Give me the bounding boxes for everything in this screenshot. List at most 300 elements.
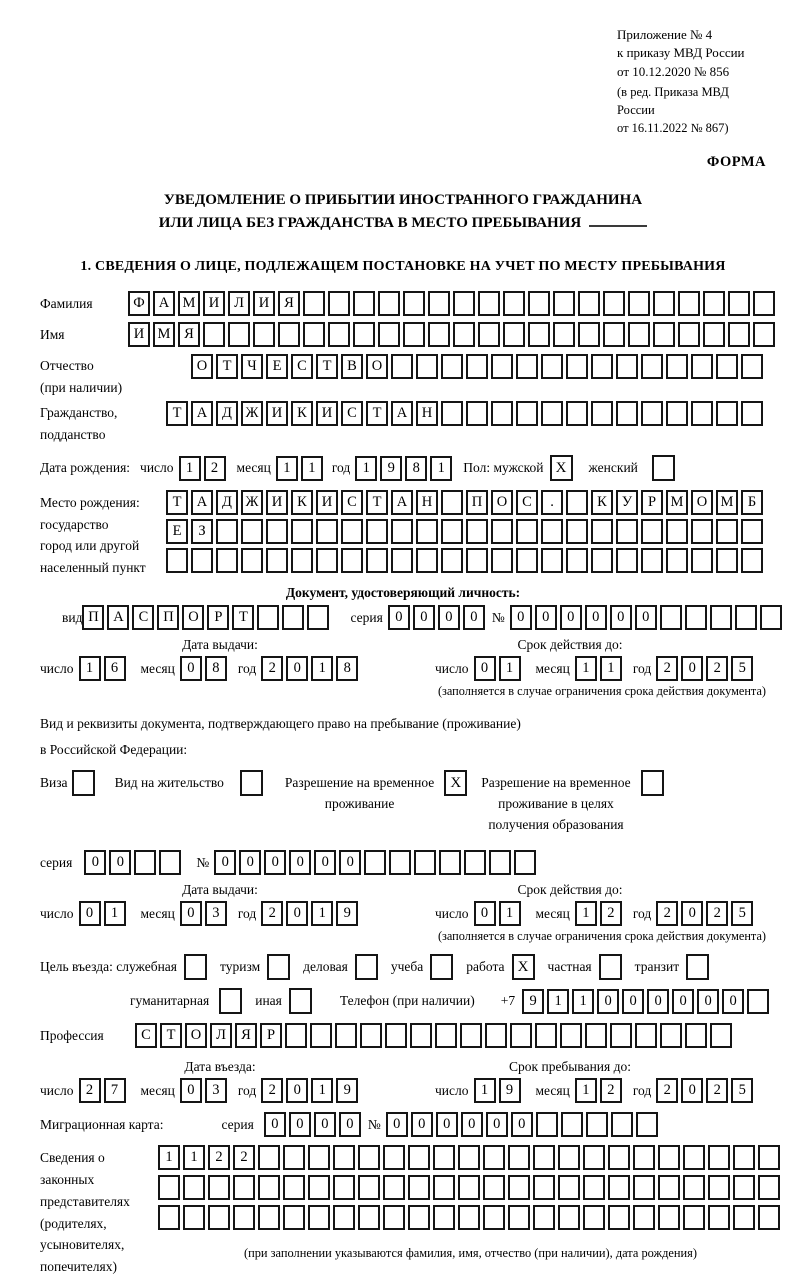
char-box[interactable] xyxy=(641,354,663,379)
char-box[interactable]: И xyxy=(316,401,338,426)
char-box[interactable]: 1 xyxy=(572,989,594,1014)
char-box[interactable] xyxy=(616,401,638,426)
char-box[interactable]: 1 xyxy=(600,656,622,681)
char-box[interactable] xyxy=(641,401,663,426)
char-box[interactable]: Ж xyxy=(241,490,263,515)
char-box[interactable] xyxy=(307,605,329,630)
char-box[interactable] xyxy=(633,1175,655,1200)
char-box[interactable]: А xyxy=(191,490,213,515)
char-box[interactable]: 0 xyxy=(722,989,744,1014)
char-box[interactable]: 9 xyxy=(380,456,402,481)
char-box[interactable]: 0 xyxy=(436,1112,458,1137)
char-box[interactable] xyxy=(716,354,738,379)
char-box[interactable]: 1 xyxy=(311,1078,333,1103)
char-box[interactable]: П xyxy=(82,605,104,630)
char-box[interactable]: 1 xyxy=(183,1145,205,1170)
char-box[interactable]: Т xyxy=(160,1023,182,1048)
char-box[interactable]: 1 xyxy=(104,901,126,926)
char-box[interactable] xyxy=(566,548,588,573)
char-box[interactable] xyxy=(666,548,688,573)
char-box[interactable] xyxy=(166,548,188,573)
char-box[interactable] xyxy=(285,1023,307,1048)
char-box[interactable] xyxy=(485,1023,507,1048)
char-box[interactable] xyxy=(466,401,488,426)
char-box[interactable]: 0 xyxy=(413,605,435,630)
char-box[interactable]: О xyxy=(366,354,388,379)
char-box[interactable]: 0 xyxy=(79,901,101,926)
char-box[interactable] xyxy=(578,322,600,347)
char-box[interactable] xyxy=(282,605,304,630)
char-box[interactable] xyxy=(278,322,300,347)
char-box[interactable]: И xyxy=(266,401,288,426)
char-box[interactable]: 0 xyxy=(109,850,131,875)
char-box[interactable]: Н xyxy=(416,401,438,426)
char-box[interactable] xyxy=(658,1205,680,1230)
char-box[interactable]: 0 xyxy=(438,605,460,630)
char-box[interactable] xyxy=(660,605,682,630)
char-box[interactable] xyxy=(483,1175,505,1200)
char-box[interactable] xyxy=(283,1145,305,1170)
char-box[interactable] xyxy=(478,291,500,316)
char-box[interactable]: 0 xyxy=(486,1112,508,1137)
char-box[interactable]: 0 xyxy=(289,1112,311,1137)
char-box[interactable] xyxy=(541,401,563,426)
char-box[interactable] xyxy=(253,322,275,347)
char-box[interactable]: О xyxy=(185,1023,207,1048)
char-box[interactable] xyxy=(608,1205,630,1230)
char-box[interactable] xyxy=(710,605,732,630)
char-box[interactable] xyxy=(328,322,350,347)
char-box[interactable] xyxy=(741,354,763,379)
char-box[interactable]: 2 xyxy=(204,456,226,481)
char-box[interactable] xyxy=(416,354,438,379)
char-box[interactable] xyxy=(533,1175,555,1200)
char-box[interactable]: Я xyxy=(178,322,200,347)
char-box[interactable] xyxy=(233,1175,255,1200)
purpose-humanitarian-checkbox[interactable] xyxy=(219,988,242,1014)
char-box[interactable]: М xyxy=(153,322,175,347)
char-box[interactable] xyxy=(716,519,738,544)
char-box[interactable] xyxy=(158,1175,180,1200)
char-box[interactable] xyxy=(378,291,400,316)
char-box[interactable] xyxy=(708,1205,730,1230)
char-box[interactable] xyxy=(703,322,725,347)
char-box[interactable] xyxy=(566,401,588,426)
char-box[interactable]: 2 xyxy=(261,901,283,926)
char-box[interactable]: М xyxy=(178,291,200,316)
char-box[interactable] xyxy=(633,1205,655,1230)
char-box[interactable]: 0 xyxy=(286,656,308,681)
char-box[interactable] xyxy=(316,548,338,573)
char-box[interactable] xyxy=(610,1023,632,1048)
char-box[interactable] xyxy=(491,401,513,426)
char-box[interactable] xyxy=(628,291,650,316)
sex-male-checkbox[interactable]: X xyxy=(550,455,573,481)
char-box[interactable] xyxy=(558,1205,580,1230)
char-box[interactable]: 0 xyxy=(622,989,644,1014)
purpose-business-checkbox[interactable] xyxy=(355,954,378,980)
char-box[interactable] xyxy=(653,291,675,316)
char-box[interactable]: 2 xyxy=(706,901,728,926)
char-box[interactable]: 1 xyxy=(311,901,333,926)
char-box[interactable] xyxy=(710,1023,732,1048)
char-box[interactable]: 0 xyxy=(214,850,236,875)
char-box[interactable] xyxy=(591,519,613,544)
char-box[interactable] xyxy=(728,322,750,347)
char-box[interactable]: Е xyxy=(166,519,188,544)
char-box[interactable] xyxy=(458,1175,480,1200)
char-box[interactable] xyxy=(660,1023,682,1048)
char-box[interactable] xyxy=(316,519,338,544)
char-box[interactable] xyxy=(258,1205,280,1230)
char-box[interactable] xyxy=(728,291,750,316)
char-box[interactable] xyxy=(516,354,538,379)
char-box[interactable] xyxy=(241,519,263,544)
char-box[interactable] xyxy=(358,1145,380,1170)
char-box[interactable] xyxy=(341,548,363,573)
char-box[interactable]: 1 xyxy=(547,989,569,1014)
char-box[interactable]: 0 xyxy=(681,901,703,926)
char-box[interactable] xyxy=(303,322,325,347)
char-box[interactable] xyxy=(558,1175,580,1200)
char-box[interactable] xyxy=(691,401,713,426)
char-box[interactable] xyxy=(216,548,238,573)
char-box[interactable] xyxy=(241,548,263,573)
char-box[interactable] xyxy=(508,1145,530,1170)
char-box[interactable] xyxy=(616,548,638,573)
char-box[interactable]: 0 xyxy=(474,656,496,681)
char-box[interactable] xyxy=(403,291,425,316)
char-box[interactable]: Т xyxy=(216,354,238,379)
char-box[interactable] xyxy=(366,548,388,573)
char-box[interactable]: 0 xyxy=(286,1078,308,1103)
char-box[interactable]: О xyxy=(691,490,713,515)
char-box[interactable] xyxy=(410,1023,432,1048)
char-box[interactable] xyxy=(433,1175,455,1200)
char-box[interactable] xyxy=(360,1023,382,1048)
char-box[interactable] xyxy=(583,1205,605,1230)
char-box[interactable]: 8 xyxy=(405,456,427,481)
char-box[interactable] xyxy=(560,1023,582,1048)
char-box[interactable] xyxy=(566,519,588,544)
char-box[interactable]: К xyxy=(291,490,313,515)
char-box[interactable] xyxy=(134,850,156,875)
char-box[interactable] xyxy=(453,291,475,316)
char-box[interactable]: 0 xyxy=(386,1112,408,1137)
char-box[interactable] xyxy=(585,1023,607,1048)
char-box[interactable]: Д xyxy=(216,401,238,426)
char-box[interactable] xyxy=(258,1175,280,1200)
char-box[interactable] xyxy=(308,1145,330,1170)
char-box[interactable] xyxy=(191,548,213,573)
char-box[interactable]: А xyxy=(391,490,413,515)
char-box[interactable]: 0 xyxy=(180,656,202,681)
char-box[interactable] xyxy=(741,401,763,426)
char-box[interactable] xyxy=(528,291,550,316)
char-box[interactable]: И xyxy=(253,291,275,316)
purpose-work-checkbox[interactable]: X xyxy=(512,954,535,980)
char-box[interactable] xyxy=(441,519,463,544)
purpose-transit-checkbox[interactable] xyxy=(686,954,709,980)
char-box[interactable]: Я xyxy=(235,1023,257,1048)
char-box[interactable]: Т xyxy=(166,490,188,515)
char-box[interactable] xyxy=(416,519,438,544)
char-box[interactable] xyxy=(358,1205,380,1230)
char-box[interactable]: 8 xyxy=(336,656,358,681)
char-box[interactable]: Т xyxy=(232,605,254,630)
char-box[interactable] xyxy=(341,519,363,544)
char-box[interactable] xyxy=(216,519,238,544)
char-box[interactable] xyxy=(608,1175,630,1200)
char-box[interactable] xyxy=(266,548,288,573)
purpose-tourism-checkbox[interactable] xyxy=(267,954,290,980)
char-box[interactable] xyxy=(328,291,350,316)
char-box[interactable]: М xyxy=(666,490,688,515)
char-box[interactable] xyxy=(741,548,763,573)
char-box[interactable] xyxy=(735,605,757,630)
char-box[interactable] xyxy=(408,1205,430,1230)
char-box[interactable]: 0 xyxy=(635,605,657,630)
char-box[interactable]: . xyxy=(541,490,563,515)
temp-permit-checkbox[interactable]: X xyxy=(444,770,467,796)
char-box[interactable] xyxy=(733,1145,755,1170)
char-box[interactable]: У xyxy=(616,490,638,515)
char-box[interactable] xyxy=(466,354,488,379)
char-box[interactable]: 5 xyxy=(731,901,753,926)
char-box[interactable] xyxy=(458,1205,480,1230)
char-box[interactable] xyxy=(633,1145,655,1170)
char-box[interactable]: Ж xyxy=(241,401,263,426)
char-box[interactable]: 2 xyxy=(706,656,728,681)
char-box[interactable] xyxy=(586,1112,608,1137)
char-box[interactable]: 1 xyxy=(499,901,521,926)
char-box[interactable]: 9 xyxy=(499,1078,521,1103)
char-box[interactable]: 1 xyxy=(355,456,377,481)
purpose-private-checkbox[interactable] xyxy=(599,954,622,980)
char-box[interactable]: К xyxy=(291,401,313,426)
char-box[interactable] xyxy=(503,291,525,316)
char-box[interactable]: 0 xyxy=(647,989,669,1014)
char-box[interactable] xyxy=(428,322,450,347)
char-box[interactable]: Е xyxy=(266,354,288,379)
char-box[interactable] xyxy=(491,519,513,544)
char-box[interactable] xyxy=(758,1175,780,1200)
char-box[interactable] xyxy=(408,1145,430,1170)
char-box[interactable]: С xyxy=(341,490,363,515)
char-box[interactable]: О xyxy=(191,354,213,379)
char-box[interactable] xyxy=(591,401,613,426)
char-box[interactable] xyxy=(183,1175,205,1200)
char-box[interactable]: И xyxy=(316,490,338,515)
char-box[interactable]: 1 xyxy=(474,1078,496,1103)
char-box[interactable] xyxy=(158,1205,180,1230)
char-box[interactable] xyxy=(708,1175,730,1200)
char-box[interactable]: Т xyxy=(316,354,338,379)
char-box[interactable] xyxy=(641,548,663,573)
char-box[interactable]: 2 xyxy=(208,1145,230,1170)
char-box[interactable]: 0 xyxy=(239,850,261,875)
char-box[interactable] xyxy=(441,354,463,379)
char-box[interactable]: Ф xyxy=(128,291,150,316)
char-box[interactable] xyxy=(583,1175,605,1200)
char-box[interactable]: 0 xyxy=(510,605,532,630)
char-box[interactable] xyxy=(528,322,550,347)
char-box[interactable] xyxy=(333,1175,355,1200)
char-box[interactable] xyxy=(553,322,575,347)
char-box[interactable]: С xyxy=(341,401,363,426)
char-box[interactable] xyxy=(603,291,625,316)
char-box[interactable] xyxy=(478,322,500,347)
char-box[interactable] xyxy=(516,519,538,544)
char-box[interactable]: 0 xyxy=(180,1078,202,1103)
purpose-other-checkbox[interactable] xyxy=(289,988,312,1014)
char-box[interactable] xyxy=(233,1205,255,1230)
char-box[interactable] xyxy=(489,850,511,875)
char-box[interactable] xyxy=(508,1175,530,1200)
char-box[interactable]: 0 xyxy=(474,901,496,926)
char-box[interactable] xyxy=(678,322,700,347)
char-box[interactable]: С xyxy=(135,1023,157,1048)
char-box[interactable]: 9 xyxy=(336,901,358,926)
char-box[interactable] xyxy=(291,519,313,544)
char-box[interactable] xyxy=(510,1023,532,1048)
char-box[interactable] xyxy=(666,401,688,426)
char-box[interactable] xyxy=(353,291,375,316)
char-box[interactable] xyxy=(716,401,738,426)
char-box[interactable]: Ч xyxy=(241,354,263,379)
char-box[interactable]: А xyxy=(191,401,213,426)
char-box[interactable]: 2 xyxy=(261,1078,283,1103)
char-box[interactable] xyxy=(591,548,613,573)
char-box[interactable] xyxy=(441,548,463,573)
char-box[interactable] xyxy=(611,1112,633,1137)
char-box[interactable]: 3 xyxy=(205,901,227,926)
char-box[interactable]: Н xyxy=(416,490,438,515)
char-box[interactable]: 0 xyxy=(535,605,557,630)
char-box[interactable] xyxy=(441,490,463,515)
edu-permit-checkbox[interactable] xyxy=(641,770,664,796)
char-box[interactable] xyxy=(383,1175,405,1200)
char-box[interactable]: О xyxy=(491,490,513,515)
char-box[interactable] xyxy=(303,291,325,316)
char-box[interactable] xyxy=(408,1175,430,1200)
char-box[interactable] xyxy=(353,322,375,347)
char-box[interactable] xyxy=(678,291,700,316)
char-box[interactable] xyxy=(283,1205,305,1230)
char-box[interactable] xyxy=(747,989,769,1014)
char-box[interactable] xyxy=(653,322,675,347)
char-box[interactable]: Л xyxy=(228,291,250,316)
char-box[interactable] xyxy=(553,291,575,316)
purpose-study-checkbox[interactable] xyxy=(430,954,453,980)
char-box[interactable]: М xyxy=(716,490,738,515)
char-box[interactable]: Д xyxy=(216,490,238,515)
char-box[interactable] xyxy=(366,519,388,544)
char-box[interactable] xyxy=(466,519,488,544)
char-box[interactable]: 5 xyxy=(731,1078,753,1103)
char-box[interactable] xyxy=(266,519,288,544)
char-box[interactable]: 0 xyxy=(264,1112,286,1137)
char-box[interactable] xyxy=(583,1145,605,1170)
char-box[interactable] xyxy=(703,291,725,316)
char-box[interactable]: Р xyxy=(207,605,229,630)
char-box[interactable]: Р xyxy=(641,490,663,515)
char-box[interactable]: С xyxy=(516,490,538,515)
char-box[interactable] xyxy=(364,850,386,875)
char-box[interactable]: И xyxy=(203,291,225,316)
char-box[interactable]: А xyxy=(153,291,175,316)
char-box[interactable] xyxy=(441,401,463,426)
char-box[interactable]: И xyxy=(128,322,150,347)
char-box[interactable]: 0 xyxy=(264,850,286,875)
char-box[interactable]: 0 xyxy=(84,850,106,875)
char-box[interactable] xyxy=(403,322,425,347)
purpose-official-checkbox[interactable] xyxy=(184,954,207,980)
char-box[interactable]: 2 xyxy=(656,656,678,681)
char-box[interactable] xyxy=(691,354,713,379)
char-box[interactable] xyxy=(203,322,225,347)
char-box[interactable]: 1 xyxy=(179,456,201,481)
char-box[interactable] xyxy=(257,605,279,630)
char-box[interactable] xyxy=(358,1175,380,1200)
char-box[interactable] xyxy=(516,401,538,426)
char-box[interactable]: 0 xyxy=(289,850,311,875)
char-box[interactable] xyxy=(228,322,250,347)
char-box[interactable]: 0 xyxy=(597,989,619,1014)
char-box[interactable] xyxy=(685,605,707,630)
char-box[interactable]: 0 xyxy=(461,1112,483,1137)
char-box[interactable]: 1 xyxy=(575,901,597,926)
char-box[interactable] xyxy=(391,519,413,544)
char-box[interactable]: 0 xyxy=(681,656,703,681)
char-box[interactable] xyxy=(758,1205,780,1230)
char-box[interactable] xyxy=(578,291,600,316)
char-box[interactable] xyxy=(414,850,436,875)
char-box[interactable] xyxy=(758,1145,780,1170)
char-box[interactable] xyxy=(533,1205,555,1230)
char-box[interactable] xyxy=(683,1175,705,1200)
visa-checkbox[interactable] xyxy=(72,770,95,796)
char-box[interactable] xyxy=(658,1175,680,1200)
char-box[interactable]: Т xyxy=(166,401,188,426)
char-box[interactable]: 0 xyxy=(286,901,308,926)
char-box[interactable]: А xyxy=(391,401,413,426)
char-box[interactable]: 0 xyxy=(511,1112,533,1137)
char-box[interactable] xyxy=(608,1145,630,1170)
char-box[interactable] xyxy=(616,354,638,379)
char-box[interactable] xyxy=(208,1175,230,1200)
char-box[interactable] xyxy=(291,548,313,573)
char-box[interactable] xyxy=(433,1205,455,1230)
char-box[interactable] xyxy=(628,322,650,347)
char-box[interactable] xyxy=(566,490,588,515)
char-box[interactable] xyxy=(666,519,688,544)
char-box[interactable]: 1 xyxy=(276,456,298,481)
char-box[interactable]: П xyxy=(466,490,488,515)
char-box[interactable] xyxy=(258,1145,280,1170)
char-box[interactable] xyxy=(428,291,450,316)
char-box[interactable]: И xyxy=(266,490,288,515)
char-box[interactable] xyxy=(683,1145,705,1170)
char-box[interactable]: 0 xyxy=(314,1112,336,1137)
char-box[interactable]: 2 xyxy=(656,1078,678,1103)
char-box[interactable] xyxy=(516,548,538,573)
char-box[interactable] xyxy=(541,519,563,544)
char-box[interactable] xyxy=(541,548,563,573)
char-box[interactable]: 0 xyxy=(672,989,694,1014)
char-box[interactable] xyxy=(536,1112,558,1137)
char-box[interactable] xyxy=(685,1023,707,1048)
